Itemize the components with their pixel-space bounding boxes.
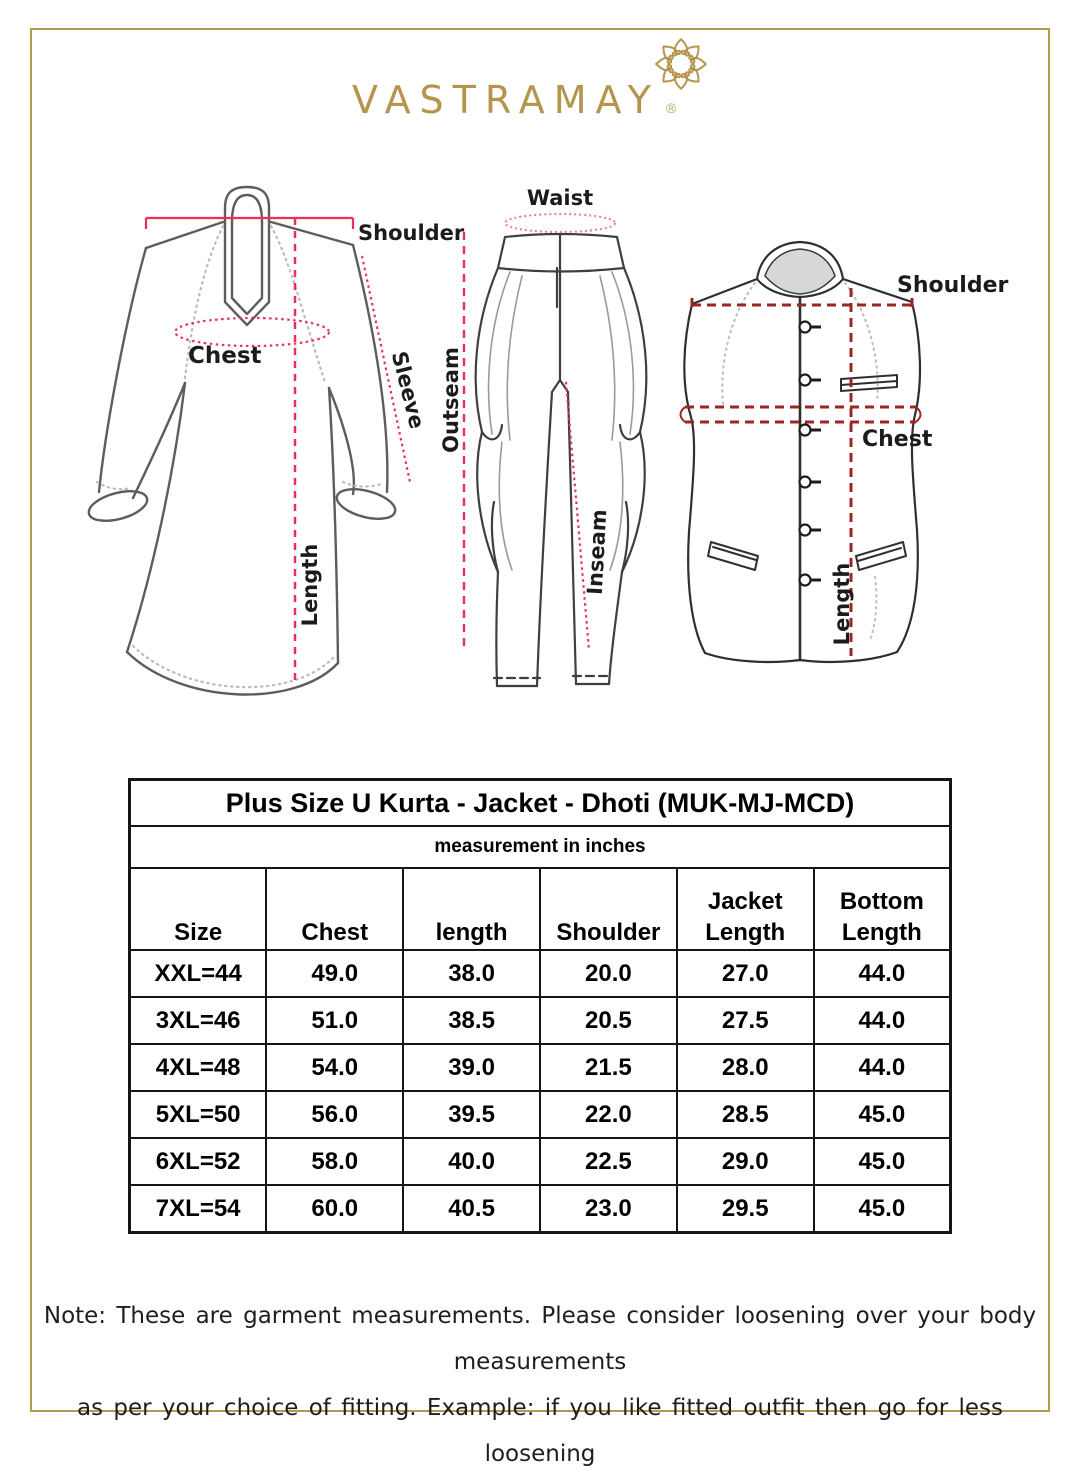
- dhoti-outseam-label: Outseam: [439, 347, 463, 453]
- chest-value: 58.0: [266, 1138, 403, 1185]
- size-row: [130, 1091, 951, 1138]
- size-cell: 5XL=50: [130, 1091, 267, 1138]
- length-value: 38.0: [403, 950, 540, 997]
- kurta-chest-line: [175, 318, 329, 346]
- dhoti-diagram: [430, 172, 675, 717]
- measurement-unit-row: [130, 826, 951, 868]
- column-header-length: length: [403, 868, 540, 950]
- size-cell: 3XL=46: [130, 997, 267, 1044]
- registered-trademark: ®: [666, 100, 677, 116]
- jacket-length-label: Length: [830, 562, 854, 646]
- size-chart-table: [128, 778, 952, 1234]
- length-value: 39.0: [403, 1044, 540, 1091]
- bottom-length-value: 44.0: [814, 950, 951, 997]
- shoulder-value: 22.5: [540, 1138, 677, 1185]
- jacket-length-value: 28.5: [677, 1091, 814, 1138]
- jacket-collar-inner: [765, 249, 835, 294]
- jacket-length-value: 28.0: [677, 1044, 814, 1091]
- shoulder-value: 20.5: [540, 997, 677, 1044]
- jacket-buttons: [800, 322, 822, 586]
- dhoti-waist-line: [505, 214, 615, 232]
- size-chart: [128, 778, 952, 1234]
- column-header-shoulder: Shoulder: [540, 868, 677, 950]
- size-row: [130, 1138, 951, 1185]
- note-line-1: Note: These are garment measurements. Please consider loosening over your body measurements: [43, 1303, 1037, 1375]
- brand-wordmark: VASTRAMAY: [352, 78, 660, 122]
- bottom-length-value: 45.0: [814, 1185, 951, 1233]
- note-text: [30, 1293, 1050, 1477]
- jacket-length-value: 27.5: [677, 997, 814, 1044]
- kurta-chest-label: Chest: [188, 343, 262, 369]
- dhoti-waist-label: Waist: [526, 186, 594, 210]
- chest-value: 49.0: [266, 950, 403, 997]
- size-row: [130, 950, 951, 997]
- kurta-shoulder-line: [146, 218, 353, 229]
- bottom-length-value: 45.0: [814, 1138, 951, 1185]
- jacket-right-pocket: [856, 542, 906, 570]
- dhoti-inseam-label: Inseam: [582, 508, 612, 596]
- size-chart-title: Plus Size U Kurta - Jacket - Dhoti (MUK-MJ-MCD): [130, 780, 951, 827]
- column-header-bottom-length: Bottom Length: [814, 868, 951, 950]
- chest-value: 51.0: [266, 997, 403, 1044]
- chest-value: 54.0: [266, 1044, 403, 1091]
- length-value: 39.5: [403, 1091, 540, 1138]
- size-row: [130, 1044, 951, 1091]
- jacket-chest-pocket: [841, 375, 897, 391]
- shoulder-value: 20.0: [540, 950, 677, 997]
- jacket-length-value: 29.0: [677, 1138, 814, 1185]
- jacket-chest-label: Chest: [862, 427, 933, 452]
- size-cell: 6XL=52: [130, 1138, 267, 1185]
- shoulder-value: 21.5: [540, 1044, 677, 1091]
- shoulder-value: 22.0: [540, 1091, 677, 1138]
- jacket-length-value: 29.5: [677, 1185, 814, 1233]
- chest-value: 60.0: [266, 1185, 403, 1233]
- bottom-length-value: 44.0: [814, 1044, 951, 1091]
- jacket-shoulder-label: Shoulder: [897, 273, 1009, 298]
- jacket-diagram: [665, 232, 1010, 672]
- table-title-row: [130, 780, 951, 827]
- measurement-unit-label: measurement in inches: [130, 826, 951, 868]
- size-cell: XXL=44: [130, 950, 267, 997]
- kurta-sleeve-label: Sleeve: [386, 348, 430, 432]
- note-line-2: as per your choice of fitting. Example: if you like fitted outfit then go for less loosening: [77, 1395, 1003, 1467]
- bottom-length-value: 45.0: [814, 1091, 951, 1138]
- kurta-diagram: [85, 182, 465, 717]
- bottom-length-value: 44.0: [814, 997, 951, 1044]
- kurta-length-label: Length: [298, 543, 322, 627]
- column-header-jacket-length: Jacket Length: [677, 868, 814, 950]
- length-value: 40.5: [403, 1185, 540, 1233]
- jacket-length-value: 27.0: [677, 950, 814, 997]
- size-row: [130, 997, 951, 1044]
- chest-value: 56.0: [266, 1091, 403, 1138]
- jacket-shoulder-line: [692, 298, 912, 312]
- length-value: 40.0: [403, 1138, 540, 1185]
- size-cell: 4XL=48: [130, 1044, 267, 1091]
- length-value: 38.5: [403, 997, 540, 1044]
- size-row: [130, 1185, 951, 1233]
- size-cell: 7XL=54: [130, 1185, 267, 1233]
- column-header-size: Size: [130, 868, 267, 950]
- shoulder-value: 23.0: [540, 1185, 677, 1233]
- jacket-left-pocket: [708, 542, 758, 570]
- kurta-shoulder-label: Shoulder: [358, 221, 465, 245]
- mandala-flower-icon: [650, 33, 712, 95]
- column-header-row: [130, 868, 951, 950]
- column-header-chest: Chest: [266, 868, 403, 950]
